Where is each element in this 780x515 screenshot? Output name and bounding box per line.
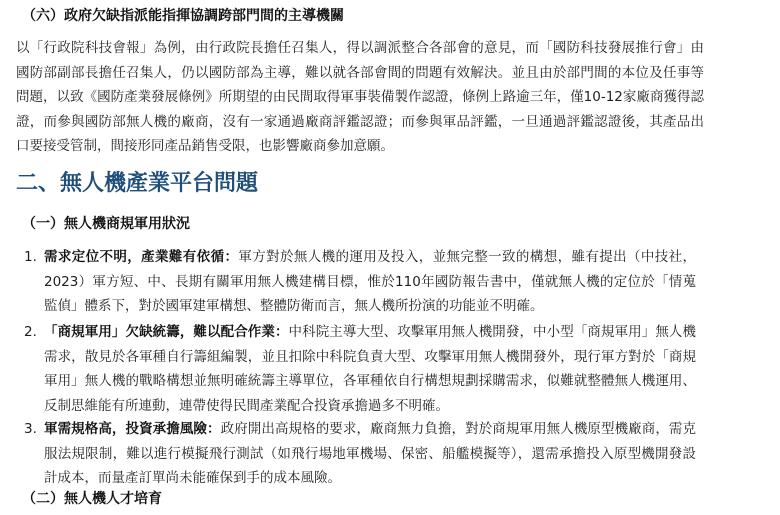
subsection-heading-2: （二）無人機人才培育 bbox=[22, 491, 162, 507]
list-item-number: 3. bbox=[24, 421, 37, 437]
list-item bbox=[24, 245, 697, 319]
section-paragraph: 以「行政院科技會報」為例，由行政院長擔任召集人，得以調派整合各部會的意見，而「國防科技發展推行會」由國防部副部長擔任召集人，仍以國防部為主導，難以就各部會間的問題有效解決。並且由於部門間的本位及任事等問題，以致《國防產業發展條例》所期望的由民間取得軍事裝備製作認證，條例上路逾三年，僅10-12家廠商獲得認證，而參與國防部無人機的廠商，沒有一家通過廠商評鑑認證；而參與軍品評鑑，一旦通過評鑑認證後，其產品出口要接受管制，間接形同產品銷售受限，也影響廠商參加意願。 bbox=[16, 40, 704, 154]
section-heading: 二、無人機產業平台問題 bbox=[16, 171, 259, 196]
list-item-text: 政府開出高規格的要求，廠商無力負擔，對於商規軍用無人機原型機廠商，需克服法規限制，難以進行模擬飛行測試（如飛行場地軍機場、保密、船艦模擬等），還需承擔投入原型機開發設計成本，而量產訂單尚未能確保到手的成本風險。 bbox=[44, 421, 697, 486]
list-item-text: 中科院主導大型、攻擊軍用無人機開發，中小型「商規軍用」無人機需求，散見於各軍種自行籌組編製，並且扣除中科院負責大型、攻擊軍用無人機開發外，現行軍方對於「商規軍用」無人機的戰略構想並無明確統籌主導單位，各軍種依自行構想規劃採購需求，似難就整體無人機運用、反制思維能有所連動，連帶使得民間產業配合投資承擔過多不明確。 bbox=[44, 324, 696, 414]
list-item bbox=[24, 417, 697, 491]
list-item-text: 軍方對於無人機的運用及投入，並無完整一致的構想，雖有提出（中技社，2023）軍方短、中、長期有關軍用無人機建構目標，惟於110年國防報告書中，僅就無人機的定位於「情蒐監偵」體系下，對於國軍建軍構想、整體防衛而言，無人機所扮演的功能並不明確。 bbox=[44, 249, 697, 314]
list-item-lead: 軍需規格高，投資承擔風險： bbox=[44, 421, 221, 437]
list-item-lead: 「商規軍用」欠缺統籌，難以配合作業： bbox=[44, 324, 289, 340]
list-item bbox=[24, 320, 696, 418]
subsection-heading-6: （六）政府欠缺指派能指揮協調跨部門間的主導機關 bbox=[22, 8, 344, 24]
list-item-number: 2. bbox=[24, 324, 37, 340]
list-item-lead: 需求定位不明，產業難有依循： bbox=[44, 249, 239, 265]
list-item-number: 1. bbox=[24, 249, 37, 265]
subsection-heading-1: （一）無人機商規軍用狀況 bbox=[22, 216, 190, 232]
